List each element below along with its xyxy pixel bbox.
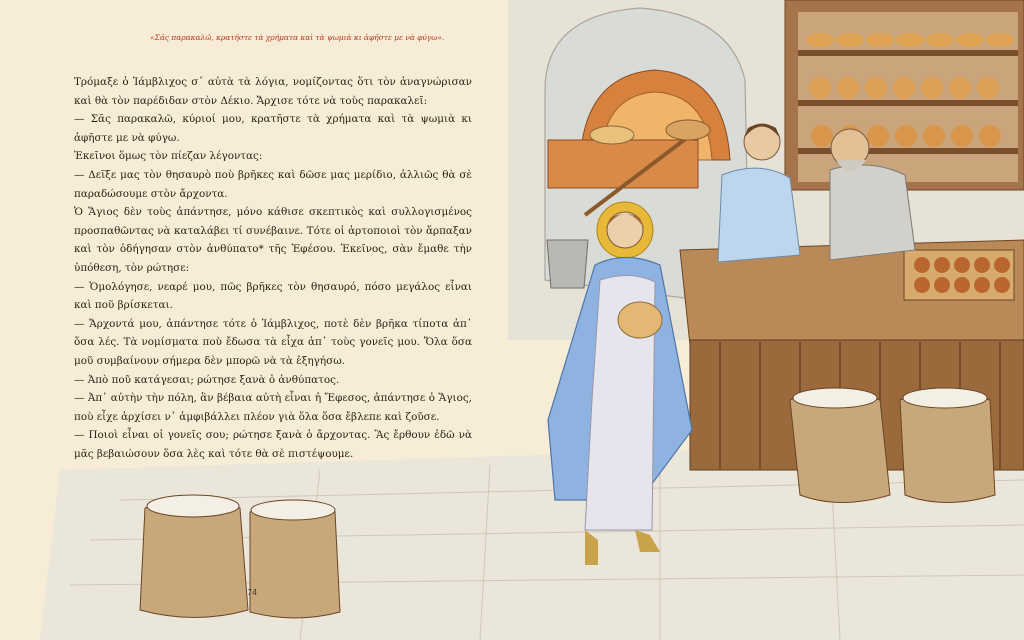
paragraph: Τρόμαξε ὁ Ἰάμβλιχος σ᾽ αὐτὰ τὰ λόγια, νομίζοντας ὅτι τὸν ἀναγνώρισαν καὶ θὰ τὸν παρέδιδαν στὸν Δέκιο. Ἄρχισε τότε νὰ τοὺς παρακαλεῖ: (74, 76, 472, 107)
paragraph: — Ποιοὶ εἶναι οἱ γονεῖς σου; ρώτησε ξανὰ ὁ ἄρχοντας. Ἂς ἔρθουν ἐδῶ νὰ μᾶς βεβαιώσουν ὅσα λὲς καὶ τότε θὰ σὲ πιστέψουμε. (74, 429, 472, 460)
paragraph: — Ἄρχοντά μου, ἀπάντησε τότε ὁ Ἰάμβλιχος, ποτὲ δὲν βρῆκα τίποτα ἀπ᾽ ὅσα λές. Τὰ νομίσματα ποὺ ἔδωσα τὰ εἶχα ἀπ᾽ τοὺς γονεῖς μου. Ὅλα ὅσα μοῦ συμβαίνουν σήμερα δὲν μπορῶ νὰ τὰ ἐξηγήσω. (74, 317, 472, 367)
paragraph: — Ἀπ᾽ αὐτὴν τὴν πόλη, ἂν βέβαια αὐτὴ εἶναι ἡ Ἔφεσος, ἀπάντησε ὁ Ἅγιος, ποὺ εἶχε ἀρχίσει ν᾽ ἀμφιβάλλει πλέον γιὰ ὅλα ὅσα ἔβλεπε καὶ ζοῦσε. (74, 392, 472, 423)
bucket (547, 240, 588, 288)
flour-sacks-left (140, 495, 340, 618)
story-text (74, 73, 472, 463)
paragraph: — Σᾶς παρακαλῶ, κύριοί μου, κρατῆστε τὰ χρήματα καὶ τὰ ψωμιὰ κι ἀφῆστε με νὰ φύγω. (74, 113, 472, 144)
paragraph: Ὁ Ἅγιος δὲν τοὺς ἀπάντησε, μόνο κάθισε σκεπτικὸς καὶ συλλογισμένος προσπαθῶντας νὰ καταλάβει τί συνέβαινε. Τότε οἱ ἀρτοποιοὶ τὸν ἅρπαξαν καὶ τὸν ὁδήγησαν στὸν ἀνθύπατο* τῆς Ἐφέσου. Ἐκεῖνος, σὰν ἔμαθε τὴν ὑπόθεση, τὸν ρώτησε: (74, 206, 472, 274)
bread-basket (590, 126, 634, 144)
bread-loaves (618, 302, 662, 338)
paragraph: — Δεῖξε μας τὸν θησαυρὸ ποὺ βρῆκες καὶ δῶσε μας μερίδιο, ἀλλιῶς θὰ σὲ παραδώσουμε στὸν ἄρχοντα. (74, 168, 472, 200)
paragraph: — Ἀπὸ ποῦ κατάγεσαι; ρώτησε ξανὰ ὁ ἀνθύπατος. (74, 373, 340, 386)
oven-peel (666, 120, 710, 140)
paragraph: Ἐκεῖνοι ὅμως τὸν πίεζαν λέγοντας: (74, 150, 263, 163)
page-number: 74 (247, 588, 258, 597)
illustration-caption-quote: «Σᾶς παρακαλῶ, κρατῆστε τὰ χρήματα καὶ τὰ ψωμιὰ κι ἀφῆστε με νὰ φύγω». (150, 33, 445, 42)
paragraph: — Ὁμολόγησε, νεαρέ μου, πῶς βρῆκες τὸν θησαυρό, πόσο μεγάλος εἶναι καὶ ποῦ βρίσκεται. (74, 280, 472, 312)
